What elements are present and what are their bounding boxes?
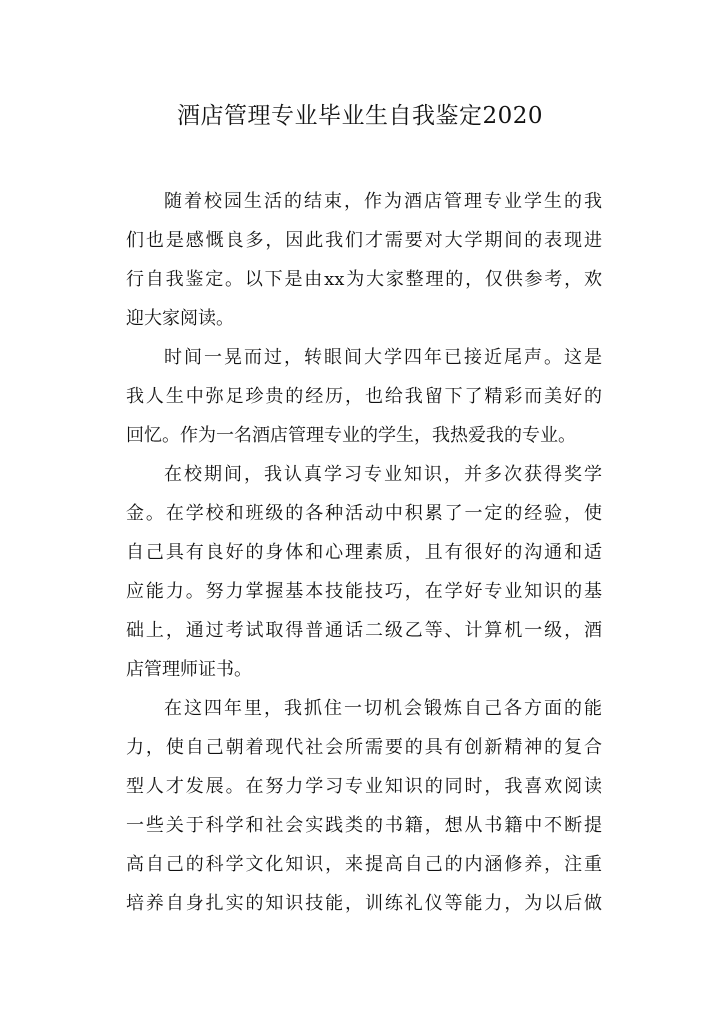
paragraph-4 bbox=[126, 689, 602, 923]
paragraph-1 bbox=[126, 182, 602, 338]
paragraph-line: 自己具有良好的身体和心理素质，且有很好的沟通和适 bbox=[126, 542, 602, 563]
document-title: 酒店管理专业毕业生自我鉴定2020 bbox=[176, 103, 544, 129]
paragraph-2 bbox=[126, 338, 602, 455]
paragraph-line: 金。在学校和班级的各种活动中积累了一定的经验，使 bbox=[126, 503, 602, 524]
paragraph-line: 高自己的科学文化知识，来提高自己的内涵修养，注重 bbox=[126, 854, 602, 875]
paragraph-line: 应能力。努力掌握基本技能技巧，在学好专业知识的基 bbox=[126, 581, 602, 602]
paragraph-line: 在校期间，我认真学习专业知识，并多次获得奖学 bbox=[164, 464, 602, 485]
paragraph-line: 时间一晃而过，转眼间大学四年已接近尾声。这是 bbox=[164, 347, 602, 368]
paragraph-line: 迎大家阅读。 bbox=[126, 308, 234, 329]
paragraph-line: 一些关于科学和社会实践类的书籍，想从书籍中不断提 bbox=[126, 815, 602, 836]
paragraph-line: 力，使自己朝着现代社会所需要的具有创新精神的复合 bbox=[126, 737, 602, 758]
paragraph-line: 我人生中弥足珍贵的经历，也给我留下了精彩而美好的 bbox=[126, 386, 602, 407]
paragraph-line: 础上，通过考试取得普通话二级乙等、计算机一级，酒 bbox=[126, 620, 602, 641]
paragraph-line: 行自我鉴定。以下是由xx为大家整理的，仅供参考，欢 bbox=[126, 269, 602, 290]
paragraph-line: 型人才发展。在努力学习专业知识的同时，我喜欢阅读 bbox=[126, 776, 602, 797]
document-body bbox=[126, 182, 602, 923]
paragraph-line: 店管理师证书。 bbox=[126, 659, 252, 680]
paragraph-line: 回忆。作为一名酒店管理专业的学生，我热爱我的专业。 bbox=[126, 425, 576, 446]
paragraph-line: 培养自身扎实的知识技能，训练礼仪等能力，为以后做 bbox=[126, 893, 602, 914]
paragraph-3 bbox=[126, 455, 602, 689]
paragraph-line: 随着校园生活的结束，作为酒店管理专业学生的我 bbox=[164, 191, 602, 212]
paragraph-line: 们也是感慨良多，因此我们才需要对大学期间的表现进 bbox=[126, 230, 602, 251]
paragraph-line: 在这四年里，我抓住一切机会锻炼自己各方面的能 bbox=[164, 698, 602, 719]
